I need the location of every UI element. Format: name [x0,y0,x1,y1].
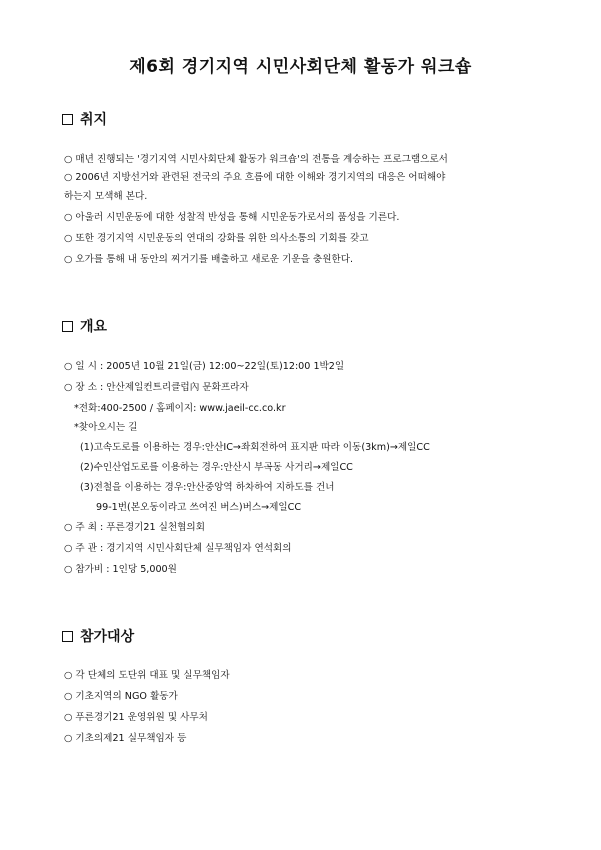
square-bullet-icon [62,114,73,125]
section-title: 개요 [80,319,108,335]
list-item: ○ 기초의제21 실무책임자 등 [64,733,187,744]
list-item: ○ 기초지역의 NGO 활동가 [64,691,178,702]
circle-bullet-icon: ○ [64,233,73,244]
circle-bullet-icon: ○ [64,254,73,265]
directions-item-continuation: 99-1번(본오동이라고 쓰여진 버스)버스→제일CC [96,502,302,513]
contact-info: *전화:400-2500 / 홈페이지: www.jaeil-cc.co.kr [74,403,286,414]
square-bullet-icon [62,321,73,332]
circle-bullet-icon: ○ [64,733,73,744]
square-bullet-icon [62,631,73,642]
circle-bullet-icon: ○ [64,212,73,223]
circle-bullet-icon: ○ [64,154,73,165]
list-item: ○ 매년 진행되는 '경기지역 시민사회단체 활동가 워크숍'의 전통을 계승하는 프로그램으로서 [64,154,448,165]
list-item-organizer: ○ 주 관 : 경기지역 시민사회단체 실무책임자 연석회의 [64,543,292,554]
section-heading-overview [62,316,107,336]
directions-item: (2)수인산업도로를 이용하는 경우:안산시 부곡동 사거리→제일CC [80,462,353,473]
list-item-fee: ○ 참가비 : 1인당 5,000원 [64,564,177,575]
circle-bullet-icon: ○ [64,361,73,372]
section-heading-purpose [62,109,107,129]
list-item: ○ 또한 경기지역 시민운동의 연대의 강화를 위한 의사소통의 기회를 갖고 [64,233,369,244]
document-title: 제6회 경기지역 시민사회단체 활동가 워크숍 [129,57,472,77]
list-item-host: ○ 주 최 : 푸른경기21 실천협의회 [64,522,205,533]
section-heading-participants [62,626,134,646]
list-item: ○ 각 단체의 도단위 대표 및 실무책임자 [64,670,230,681]
list-item-continuation: 하는지 모색해 본다. [64,191,148,202]
circle-bullet-icon: ○ [64,172,73,183]
circle-bullet-icon: ○ [64,522,73,533]
circle-bullet-icon: ○ [64,670,73,681]
directions-item: (3)전철을 이용하는 경우:안산중앙역 하차하여 지하도를 건너 [80,482,335,493]
list-item: ○ 아울러 시민운동에 대한 성찰적 반성을 통해 시민운동가로서의 품성을 기른다. [64,212,400,223]
list-item: ○ 2006년 지방선거와 관련된 전국의 주요 흐름에 대한 이해와 경기지역의 대응은 어떠해야 [64,172,446,183]
circle-bullet-icon: ○ [64,712,73,723]
section-title: 취지 [80,112,108,128]
circle-bullet-icon: ○ [64,564,73,575]
list-item: ○ 오가를 통해 내 동안의 찌거기를 배출하고 새로운 기운을 충원한다. [64,254,354,265]
section-title: 참가대상 [80,629,135,645]
directions-heading: *찾아오시는 길 [74,422,138,433]
circle-bullet-icon: ○ [64,382,73,393]
circle-bullet-icon: ○ [64,691,73,702]
list-item-venue: ○ 장 소 : 안산제일컨트리클럽內 문화프라자 [64,382,249,393]
list-item-date: ○ 일 시 : 2005년 10월 21일(금) 12:00~22일(토)12:00 1박2일 [64,361,345,372]
directions-item: (1)고속도로를 이용하는 경우:안산IC→좌회전하여 표지판 따라 이동(3km)→제일CC [80,442,430,453]
circle-bullet-icon: ○ [64,543,73,554]
list-item: ○ 푸른경기21 운영위원 및 사무처 [64,712,208,723]
